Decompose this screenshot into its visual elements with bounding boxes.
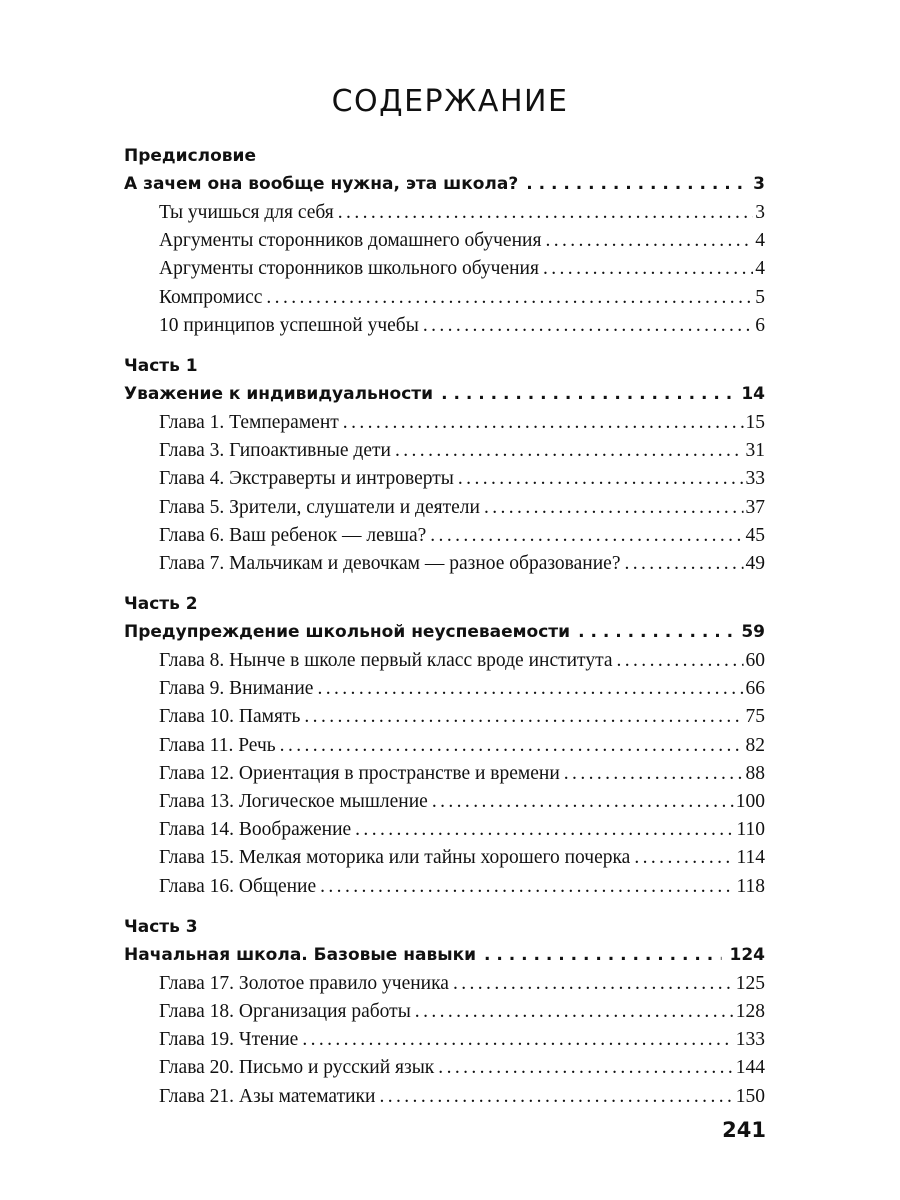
entry-page-number: 128	[735, 1000, 765, 1022]
entry-page-number: 45	[745, 524, 765, 546]
toc-entry[interactable]	[159, 1054, 765, 1082]
section-heading-row[interactable]	[124, 380, 765, 409]
entry-page-number: 33	[745, 468, 765, 490]
entry-page-number: 37	[745, 496, 765, 518]
toc-entry[interactable]	[159, 522, 765, 550]
dot-leader	[543, 255, 753, 283]
entry-page-number: 125	[735, 972, 765, 994]
dot-leader	[355, 816, 734, 844]
dot-leader	[624, 550, 743, 578]
dot-leader	[395, 437, 744, 465]
entry-page-number: 49	[745, 552, 765, 574]
section-label: Предисловие	[124, 146, 256, 166]
entry-title: 10 принципов успешной учебы	[159, 314, 419, 336]
entry-title: Глава 11. Речь	[159, 734, 276, 756]
section-page-number: 59	[741, 622, 765, 643]
entry-page-number: 110	[736, 819, 765, 841]
entry-page-number: 6	[755, 314, 765, 336]
entry-title: Глава 9. Внимание	[159, 678, 314, 700]
toc-entry[interactable]	[159, 788, 765, 816]
entry-title: Глава 18. Организация работы	[159, 1000, 411, 1022]
dot-leader	[280, 732, 744, 760]
toc-entry[interactable]	[159, 437, 765, 465]
dot-leader	[266, 284, 753, 312]
entry-title: Аргументы сторонников домашнего обучения	[159, 230, 542, 252]
toc-entry[interactable]	[159, 494, 765, 522]
section-heading-row[interactable]	[124, 170, 765, 199]
entry-title: Глава 16. Общение	[159, 875, 317, 897]
dot-leader	[338, 199, 753, 227]
dot-leader	[634, 844, 734, 872]
entry-title: Глава 7. Мальчикам и девочкам — разное образование?	[159, 552, 621, 574]
section-page-number: 124	[729, 944, 765, 965]
dot-leader	[484, 494, 744, 522]
dot-leader	[458, 465, 744, 493]
entry-title: Ты учишься для себя	[159, 202, 334, 223]
dot-leader	[415, 998, 734, 1026]
entry-page-number: 150	[735, 1085, 765, 1107]
toc-entry[interactable]	[159, 255, 765, 283]
dot-leader	[453, 970, 734, 998]
entry-title: Глава 5. Зрители, слушатели и деятели	[159, 496, 480, 518]
toc-entry[interactable]	[159, 844, 765, 872]
section-page-number: 14	[741, 383, 765, 404]
entry-title: Аргументы сторонников школьного обучения	[159, 258, 539, 280]
entry-title: Глава 13. Логическое мышление	[159, 791, 428, 812]
entry-title: Глава 1. Темперамент	[159, 411, 339, 433]
section-label: Часть 3	[124, 916, 198, 937]
dot-leader	[432, 788, 734, 816]
dot-leader	[438, 1054, 733, 1082]
entry-title: Глава 20. Письмо и русский язык	[159, 1057, 435, 1079]
dot-leader	[616, 647, 743, 675]
dot-leader	[423, 312, 753, 340]
toc-entry[interactable]	[159, 1083, 765, 1111]
entry-title: Глава 21. Азы математики	[159, 1085, 376, 1107]
dot-leader	[526, 170, 745, 199]
entry-title: Глава 12. Ориентация в пространстве и времени	[159, 762, 560, 784]
dot-leader	[379, 1083, 733, 1111]
entry-title: Глава 8. Нынче в школе первый класс вроде института	[159, 650, 613, 672]
entry-title: Глава 15. Мелкая моторика или тайны хорошего почерка	[159, 847, 631, 869]
section-page-number: 3	[753, 174, 765, 194]
dot-leader	[545, 227, 753, 255]
section-label: Часть 2	[124, 594, 198, 615]
entry-page-number: 5	[755, 286, 765, 308]
toc-entry[interactable]	[159, 409, 765, 437]
dot-leader	[302, 1026, 733, 1054]
entry-title: Компромисс	[159, 286, 263, 308]
entry-page-number: 66	[745, 678, 765, 700]
entry-page-number: 60	[745, 650, 765, 672]
dot-leader	[441, 380, 733, 409]
toc-entry[interactable]	[159, 703, 765, 731]
entry-page-number: 114	[736, 847, 765, 869]
entry-page-number: 15	[745, 411, 765, 433]
entry-title: Глава 19. Чтение	[159, 1029, 299, 1051]
toc-entry[interactable]	[159, 675, 765, 703]
dot-leader	[320, 873, 734, 901]
toc-entry[interactable]	[159, 1026, 765, 1054]
toc-entry[interactable]	[159, 199, 765, 227]
toc-entry[interactable]	[159, 732, 765, 760]
entry-page-number: 4	[755, 230, 765, 252]
toc-entry[interactable]	[159, 970, 765, 998]
entry-page-number: 88	[745, 762, 765, 784]
section-heading: Предупреждение школьной неуспеваемости	[124, 622, 571, 643]
dot-leader	[317, 675, 743, 703]
toc-entry[interactable]	[159, 227, 765, 255]
entry-page-number: 133	[735, 1029, 765, 1051]
toc-entry[interactable]	[159, 312, 765, 340]
entry-page-number: 4	[755, 258, 765, 280]
entry-page-number: 75	[745, 706, 765, 728]
dot-leader	[484, 941, 721, 970]
entry-title: Глава 17. Золотое правило ученика	[159, 972, 449, 994]
entry-page-number: 31	[745, 440, 765, 462]
toc-entry[interactable]	[159, 550, 765, 578]
section-heading: А зачем она вообще нужна, эта школа?	[124, 174, 519, 194]
dot-leader	[578, 618, 733, 647]
entry-page-number: 144	[735, 1057, 765, 1079]
toc-entry[interactable]	[159, 465, 765, 493]
page-folio-number: 241	[722, 1118, 766, 1142]
section-heading: Начальная школа. Базовые навыки	[124, 944, 477, 965]
toc-entry[interactable]	[159, 284, 765, 312]
entry-title: Глава 6. Ваш ребенок — левша?	[159, 524, 427, 546]
entry-page-number: 82	[745, 734, 765, 756]
entry-title: Глава 4. Экстраверты и интроверты	[159, 468, 454, 490]
entry-title: Глава 3. Гипоактивные дети	[159, 440, 391, 462]
entry-title: Глава 10. Память	[159, 706, 301, 728]
dot-leader	[304, 703, 743, 731]
dot-leader	[564, 760, 744, 788]
section-heading-row[interactable]	[124, 618, 765, 647]
entry-title: Глава 14. Воображение	[159, 819, 352, 841]
entry-page-number: 100	[735, 791, 765, 812]
toc-entry[interactable]	[159, 760, 765, 788]
section-heading-row[interactable]	[124, 941, 765, 970]
section-heading: Уважение к индивидуальности	[124, 383, 434, 404]
toc-entry[interactable]	[159, 998, 765, 1026]
entry-page-number: 118	[736, 875, 765, 897]
table-of-contents	[124, 142, 765, 1111]
toc-entry[interactable]	[159, 647, 765, 675]
toc-entry[interactable]	[159, 873, 765, 901]
toc-entry[interactable]	[159, 816, 765, 844]
section-label: Часть 1	[124, 355, 198, 376]
dot-leader	[343, 409, 744, 437]
page-title: СОДЕРЖАНИЕ	[331, 84, 569, 119]
entry-page-number: 3	[755, 202, 765, 223]
dot-leader	[430, 522, 743, 550]
